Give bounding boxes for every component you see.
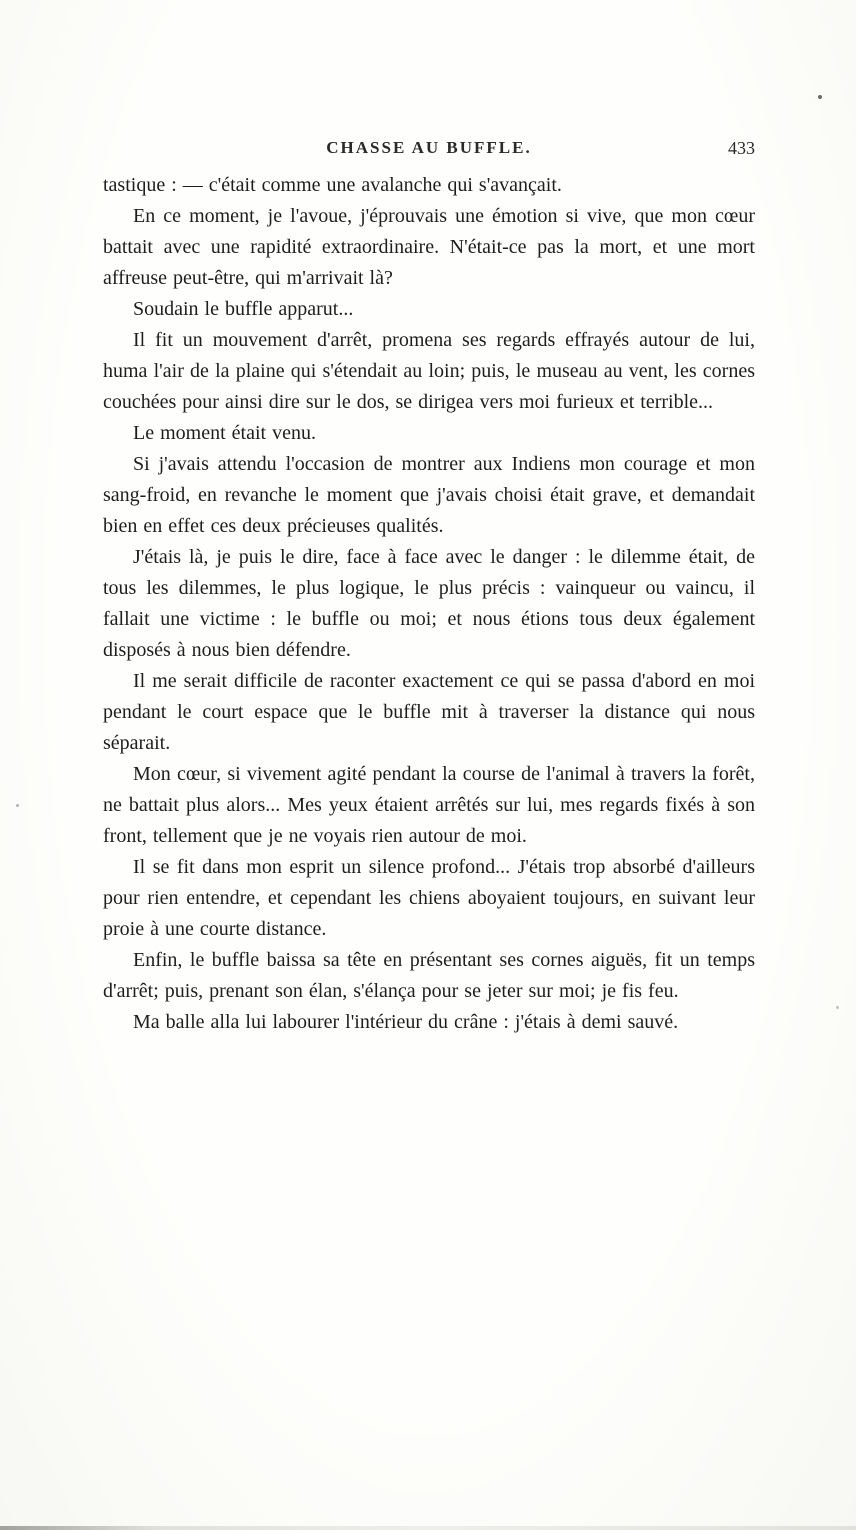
paragraph: Il fit un mouvement d'arrêt, promena ses regards effrayés autour de lui, huma l'air de la plaine qui s'étendait au loin; puis, le museau au vent, les cornes couchées pour ainsi dire sur le dos, se dirigea vers moi furieux et terrible...	[103, 329, 755, 413]
paragraph: Mon cœur, si vivement agité pendant la course de l'animal à travers la forêt, ne battait plus alors... Mes yeux étaient arrêtés sur lui, mes regards fixés à son front, tellement que je ne voyais rien autour de moi.	[103, 763, 755, 847]
paragraph: Enfin, le buffle baissa sa tête en présentant ses cornes aiguës, fit un temps d'arrêt; puis, prenant son élan, s'élança pour se jeter sur moi; je fis feu.	[103, 949, 755, 1002]
paragraph: Il se fit dans mon esprit un silence profond... J'étais trop absorbé d'ailleurs pour rien entendre, et cependant les chiens aboyaient toujours, en suivant leur proie à une courte distance.	[103, 856, 755, 940]
paragraph: Si j'avais attendu l'occasion de montrer aux Indiens mon courage et mon sang-froid, en revanche le moment que j'avais choisi était grave, et demandait bien en effet ces deux précieuses qualités.	[103, 453, 755, 537]
paragraph: tastique : — c'était comme une avalanche qui s'avançait.	[103, 174, 562, 196]
text-block	[103, 170, 755, 1038]
paragraph: En ce moment, je l'avoue, j'éprouvais une émotion si vive, que mon cœur battait avec une rapidité extraordinaire. N'était-ce pas la mort, et une mort affreuse peut-être, qui m'arrivait là?	[103, 205, 755, 289]
running-title: CHASSE AU BUFFLE.	[326, 138, 532, 157]
scan-edge-shadow	[0, 1526, 856, 1530]
paragraph: Soudain le buffle apparut...	[133, 298, 354, 320]
paragraph: Le moment était venu.	[133, 422, 316, 444]
paragraph: J'étais là, je puis le dire, face à face avec le danger : le dilemme était, de tous les dilemmes, le plus logique, le plus précis : vainqueur ou vaincu, il fallait une victime : le buffle ou moi; et nous étions tous deux également disposés à nous bien défendre.	[103, 546, 755, 661]
scan-artifact	[836, 1006, 839, 1009]
page-number: 433	[728, 138, 755, 158]
scan-artifact	[818, 95, 822, 99]
scan-artifact	[16, 804, 19, 807]
page-header	[103, 138, 755, 164]
paragraph: Ma balle alla lui labourer l'intérieur du crâne : j'étais à demi sauvé.	[133, 1011, 679, 1033]
paragraph: Il me serait difficile de raconter exactement ce qui se passa d'abord en moi pendant le court espace que le buffle mit à traverser la distance qui nous séparait.	[103, 670, 755, 754]
